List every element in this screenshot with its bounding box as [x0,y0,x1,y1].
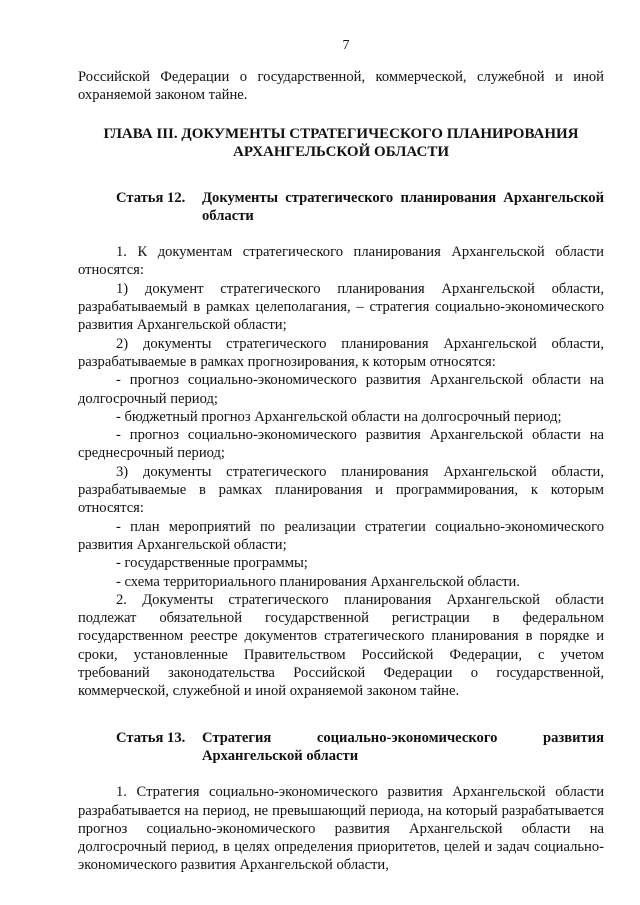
article-12-label: Статья 12. [116,189,186,206]
article-12-paragraph: 2) документы стратегического планирования Архангельской области, разрабатываемые в рамках прогнозирования, к которым относятся: [78,335,604,370]
chapter-title-line-1: ГЛАВА III. ДОКУМЕНТЫ СТРАТЕГИЧЕСКОГО ПЛАНИРОВАНИЯ [103,125,579,142]
article-13-paragraph: 1. Стратегия социально-экономического развития Архангельской области разрабатывается на период, не превышающий периода, на который разрабатывается прогноз социально-экономического развития Архангельской области на долгосрочный период, в целях определения приоритетов, целей и задач социально-экономического развития Архангельской области, [78,784,604,874]
article-13-body [78,783,604,874]
chapter-title-line-2: АРХАНГЕЛЬСКОЙ ОБЛАСТИ [233,143,449,160]
chapter-title [78,125,604,161]
article-12-paragraph: 1) документ стратегического планирования Архангельской области, разрабатываемый в рамках целеполагания, – стратегия социально-экономического развития Архангельской области; [78,280,604,334]
article-12-paragraph: - схема территориального планирования Архангельской области. [116,573,520,590]
spacer [78,765,604,783]
page-number: 7 [342,38,350,53]
article-12-paragraph: - государственные программы; [116,555,308,572]
article-13-heading [116,729,604,766]
article-12-paragraph: - прогноз социально-экономического развития Архангельской области на среднесрочный период; [78,427,604,462]
opening-paragraph: Российской Федерации о государственной, коммерческой, служебной и иной охраняемой законом тайне. [78,69,604,104]
spacer [78,225,604,243]
article-12-paragraph: - прогноз социально-экономического развития Архангельской области на долгосрочный период; [78,372,604,407]
article-12-paragraph: 1. К документам стратегического планирования Архангельской области относятся: [78,244,604,279]
article-12-paragraph: - бюджетный прогноз Архангельской области на долгосрочный период; [116,408,562,425]
article-12-heading [116,189,604,226]
article-12-body [78,243,604,700]
article-12-paragraph: 3) документы стратегического планирования Архангельской области, разрабатываемые в рамках планирования и программирования, к которым относятся: [78,463,604,517]
article-13-title: Стратегия социально-экономического развития Архангельской области [202,729,604,764]
article-12-paragraph: 2. Документы стратегического планирования Архангельской области подлежат обязательной государственной регистрации в федеральном государственном реестре документов стратегического планирования в порядке и сроки, установленные Правительством Российской Федерации, с учетом требований законодательства Российской Федерации о государственной, коммерческой, служебной и иной охраняемой законом тайне. [78,591,604,700]
article-12-paragraph: - план мероприятий по реализации стратегии социально-экономического развития Архангельской области; [78,518,604,553]
article-12-title: Документы стратегического планирования Архангельской области [202,189,604,224]
article-13-label: Статья 13. [116,729,186,746]
